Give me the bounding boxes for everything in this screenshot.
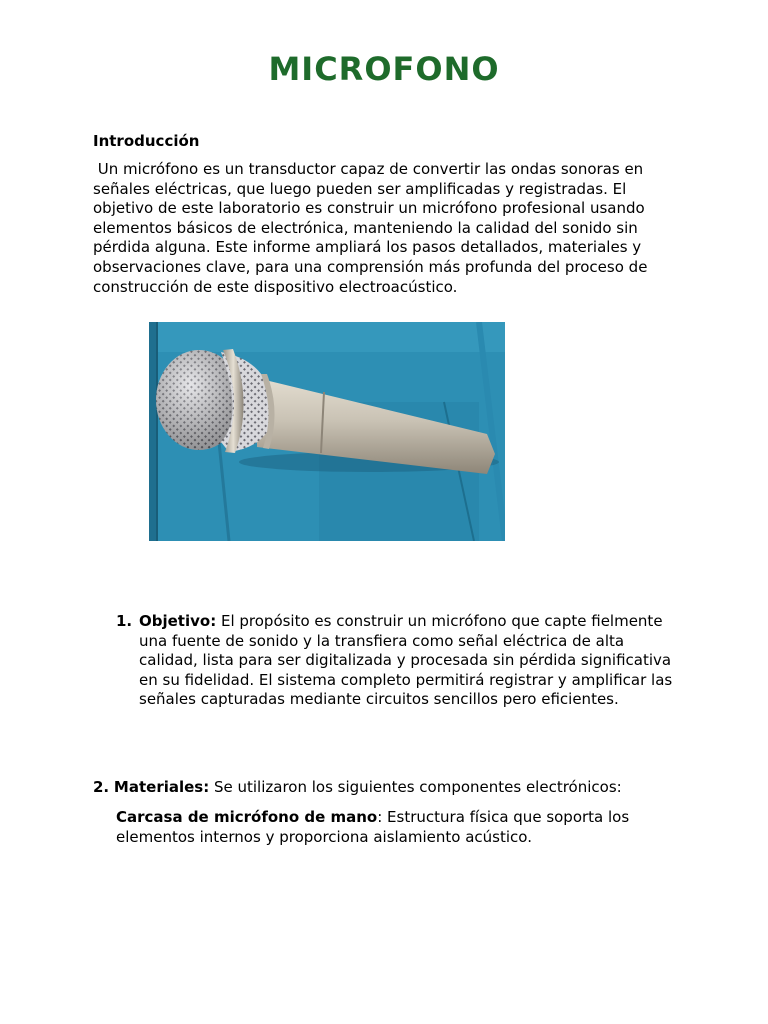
material-entry: [116, 808, 676, 847]
materials-label: Materiales:: [113, 778, 210, 796]
document-title: MICROFONO: [268, 50, 500, 88]
materials-text: Se utilizaron los siguientes componentes electrónicos:: [209, 778, 622, 796]
objective-text: El propósito es construir un micrófono que capte fielmente una fuente de sonido y la transfiera como señal eléctrica de alta calidad, lista para ser digitalizada y procesada sin pérdida significativa en su fidelidad. El sistema completo permitirá registrar y amplificar las señales capturadas mediante circuitos sencillos pero eficientes.: [139, 612, 673, 709]
objective-label: Objetivo:: [139, 612, 217, 630]
materials-item: [93, 778, 693, 798]
materials-number: 2.: [93, 778, 110, 796]
microphone-photo: [149, 322, 505, 541]
material-description: : Estructura física que soporta los elementos internos y proporciona aislamiento acústico.: [116, 808, 630, 846]
material-name: Carcasa de micrófono de mano: [116, 808, 378, 826]
objective-number: 1.: [116, 612, 133, 630]
objective-item: [116, 612, 676, 710]
intro-heading: Introducción: [93, 132, 200, 150]
intro-paragraph: Un micrófono es un transductor capaz de convertir las ondas sonoras en señales eléctricas, que luego pueden ser amplificadas y registradas. El objetivo de este laboratorio es construir un micrófono profesional usando elementos básicos de electrónica, manteniendo la calidad del sonido sin pérdida alguna. Este informe ampliará los pasos detallados, materiales y observaciones clave, para una comprensión más profunda del proceso de construcción de este dispositivo electroacústico.: [93, 160, 653, 296]
